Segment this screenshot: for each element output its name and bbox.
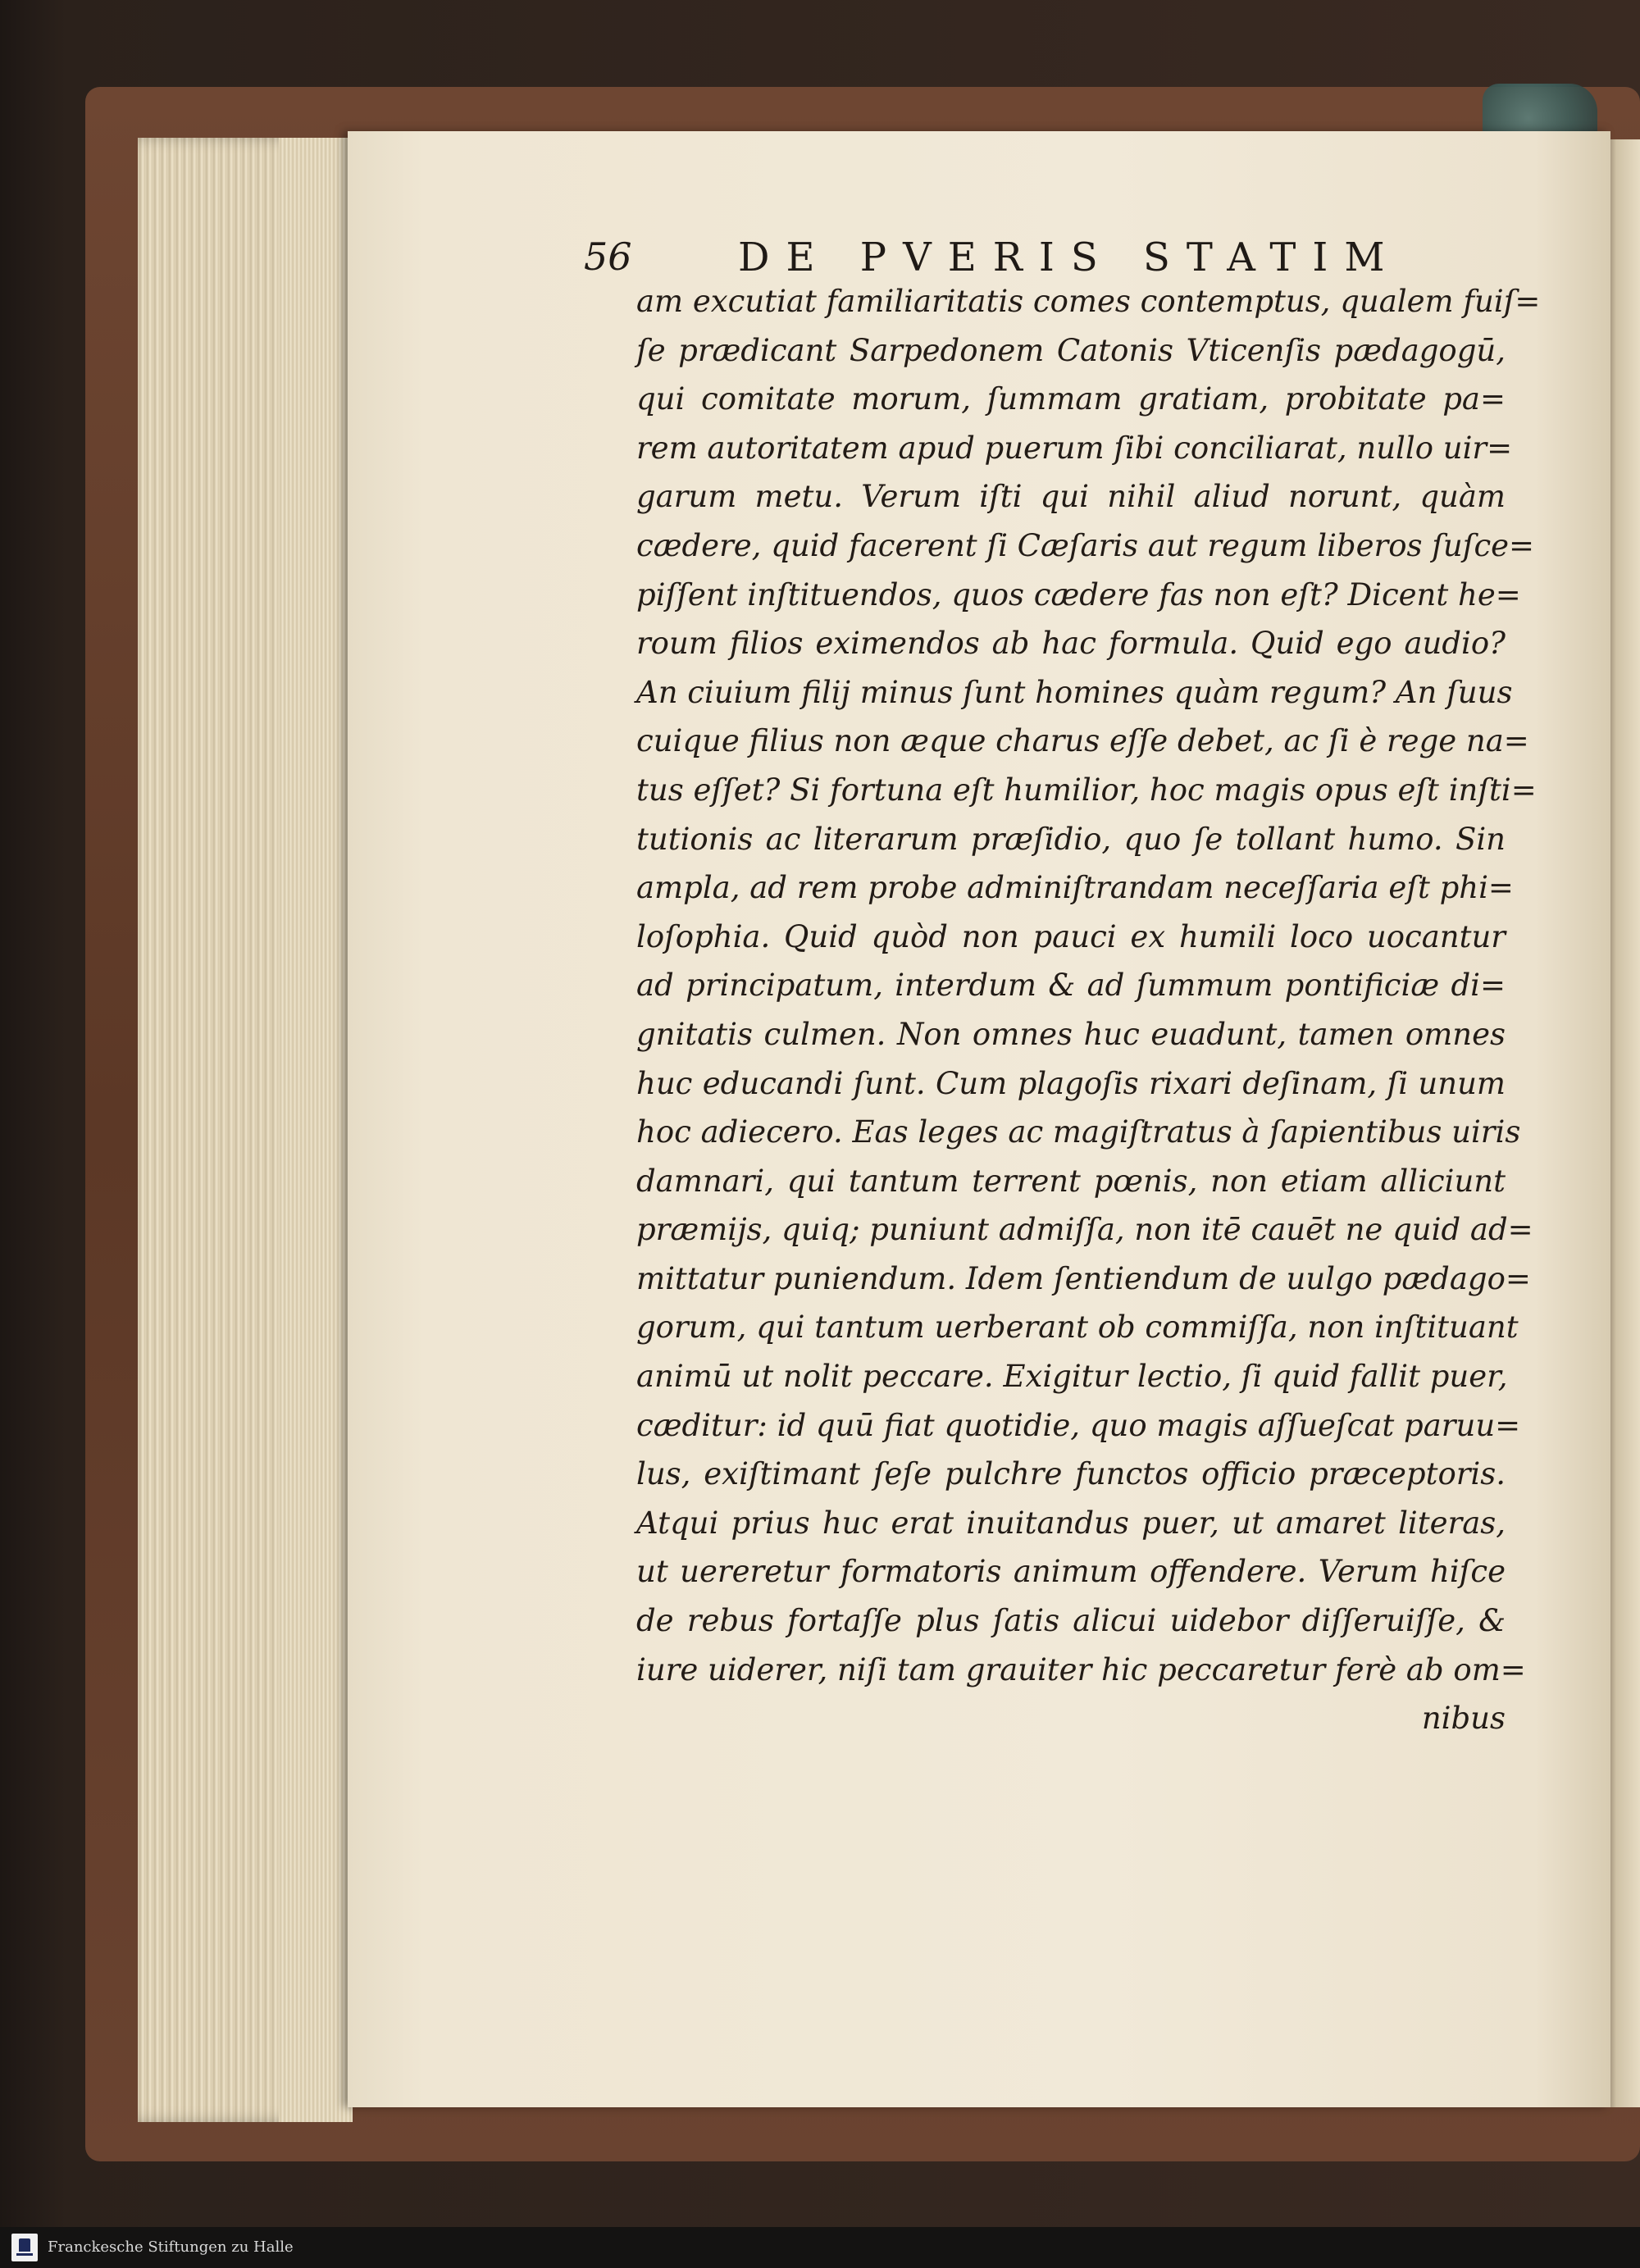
text-line: cædere, quid facerent ſi Cæſaris aut regum liberos ſuſce= (636, 527, 1535, 563)
text-line: damnari, qui tantum terrent pœnis, non etiam alliciunt (636, 1163, 1506, 1199)
text-line: mittatur puniendum. Idem ſentiendum de uulgo pædago= (636, 1260, 1531, 1296)
text-line: iure uiderer, niſi tam grauiter hic peccaretur ferè ab om= (636, 1651, 1526, 1687)
text-line: de rebus fortaſſe plus ſatis alicui uidebor diſſeruiſſe, & (636, 1603, 1506, 1639)
text-line: ut uereretur formatoris animum offendere. Verum hiſce (636, 1554, 1506, 1590)
page-block-inner-edges (279, 138, 353, 2122)
text-line: nibus (1421, 1701, 1506, 1737)
text-line: garum metu. Verum iſti qui nihil aliud norunt, quàm (636, 479, 1506, 515)
page-number: 56 (584, 235, 632, 279)
text-line: cuique filius non æque charus eſſe debet, ac ſi è rege na= (636, 723, 1529, 759)
running-head-text: DE PVERIS STATIM (738, 235, 1401, 280)
text-line: cæditur: id quū fiat quotidie, quo magis aſſueſcat paruu= (636, 1407, 1521, 1443)
text-line: præmijs, quiq; puniunt admiſſa, non itē cauēt ne quid ad= (636, 1212, 1533, 1248)
text-line: rem autoritatem apud puerum ſibi conciliarat, nullo uir= (636, 430, 1513, 466)
text-line: ſe prædicant Sarpedonem Catonis Vticenſis pædagogū, (636, 332, 1506, 368)
text-line: gnitatis culmen. Non omnes huc euadunt, tamen omnes (636, 1016, 1506, 1052)
text-line: tutionis ac literarum præſidio, quo ſe tollant humo. Sin (636, 821, 1506, 857)
text-line: Atqui prius huc erat inuitandus puer, ut amaret literas, (636, 1505, 1506, 1541)
text-line: lus, exiſtimant ſeſe pulchre functos officio præceptoris. (636, 1456, 1506, 1492)
text-line: ad principatum, interdum & ad ſummum pontificiæ di= (636, 968, 1506, 1004)
text-line: qui comitate morum, ſummam gratiam, probitate pa= (636, 381, 1506, 417)
institution-logo-icon (11, 2234, 38, 2261)
footer-bar (0, 2227, 1640, 2268)
body-text (636, 277, 1541, 1743)
text-line: ampla, ad rem probe adminiſtrandam neceſſaria eſt phi= (636, 870, 1514, 906)
text-line: gorum, qui tantum uerberant ob commiſſa, non inſtituant (636, 1309, 1519, 1346)
text-line: loſophia. Quid quòd non pauci ex humili loco uocantur (636, 918, 1506, 954)
text-line: am excutiat familiaritatis comes contemptus, qualem fuiſ= (636, 284, 1541, 319)
text-line: tus eſſet? Si fortuna eſt humilior, hoc magis opus eſt inſti= (636, 772, 1537, 808)
text-line: huc educandi ſunt. Cum plagoſis rixari deſinam, ſi unum (636, 1065, 1506, 1101)
text-line: roum filios eximendos ab hac formula. Quid ego audio? (636, 626, 1506, 662)
text-line: piſſent inſtituendos, quos cædere fas non eſt? Dicent he= (636, 576, 1521, 613)
text-line: hoc adiecero. Eas leges ac magiſtratus à ſapientibus uiris (636, 1114, 1521, 1150)
text-line: An ciuium filij minus ſunt homines quàm regum? An ſuus (636, 674, 1513, 710)
text-line: animū ut nolit peccare. Exigitur lectio, ſi quid fallit puer, (636, 1359, 1508, 1395)
footer-institution: Franckesche Stiftungen zu Halle (48, 2238, 294, 2256)
